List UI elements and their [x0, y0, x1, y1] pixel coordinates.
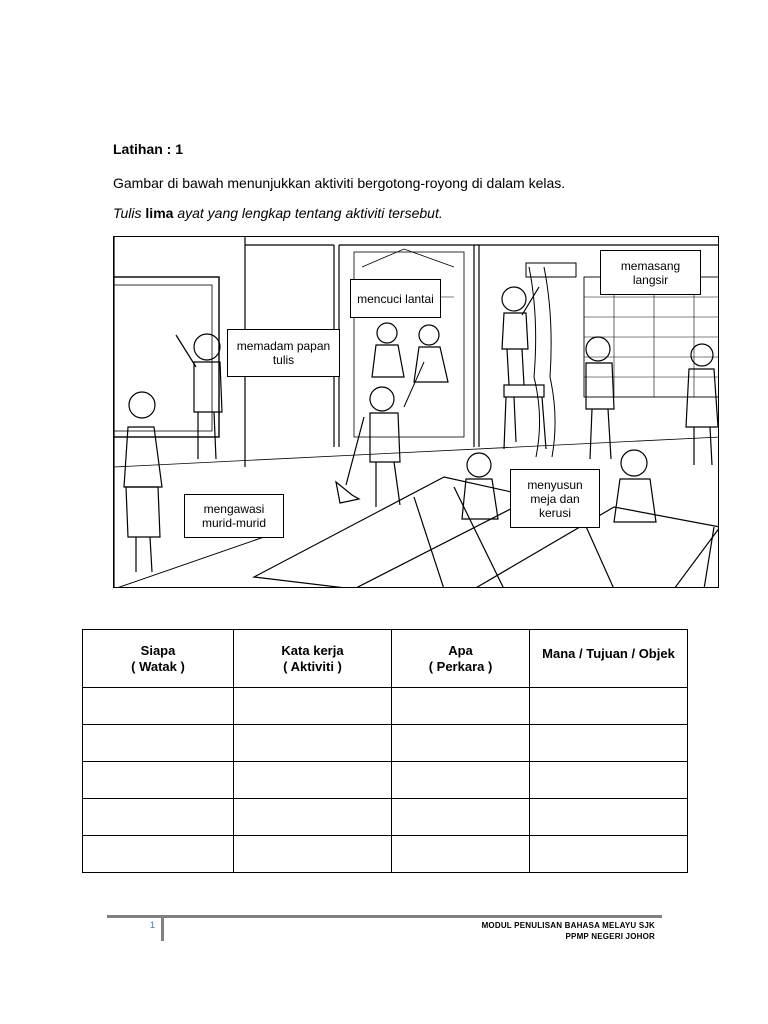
- answer-cell[interactable]: [234, 688, 392, 725]
- answer-cell[interactable]: [392, 688, 530, 725]
- answer-table: [82, 629, 688, 873]
- table-row: [83, 688, 688, 725]
- header-mana-tujuan-objek: [530, 630, 688, 688]
- table-row: [83, 799, 688, 836]
- task-instruction-bold: lima: [145, 205, 174, 221]
- header-apa: [392, 630, 530, 688]
- footer-text: [482, 920, 655, 942]
- label-memasang-langsir: memasang langsir: [600, 250, 701, 295]
- table-row: [83, 762, 688, 799]
- footer-line-2: PPMP NEGERI JOHOR: [565, 932, 655, 941]
- answer-cell[interactable]: [83, 725, 234, 762]
- header-siapa-line1: Siapa: [140, 642, 176, 658]
- answer-cell[interactable]: [392, 799, 530, 836]
- answer-cell[interactable]: [83, 799, 234, 836]
- answer-cell[interactable]: [234, 836, 392, 873]
- footer-line-1: MODUL PENULISAN BAHASA MELAYU SJK: [481, 921, 655, 930]
- table-row: [83, 836, 688, 873]
- answer-cell[interactable]: [83, 762, 234, 799]
- answer-cell[interactable]: [234, 762, 392, 799]
- answer-cell[interactable]: [83, 688, 234, 725]
- header-kata-kerja-line2: ( Aktiviti ): [283, 658, 342, 674]
- answer-cell[interactable]: [234, 799, 392, 836]
- task-instruction-post: ayat yang lengkap tentang aktiviti tersebut.: [173, 205, 443, 221]
- answer-cell[interactable]: [530, 836, 688, 873]
- task-instruction: [113, 205, 443, 221]
- footer-divider: [161, 915, 164, 941]
- header-apa-line1: Apa: [448, 642, 473, 658]
- footer-rule: [107, 915, 662, 918]
- table-header-row: [83, 630, 688, 688]
- page-number: 1: [150, 920, 156, 930]
- header-kata-kerja-line1: Kata kerja: [281, 642, 344, 658]
- label-memadam-papan-tulis: memadam papan tulis: [227, 329, 340, 377]
- answer-cell[interactable]: [83, 836, 234, 873]
- answer-cell[interactable]: [234, 725, 392, 762]
- answer-cell[interactable]: [392, 836, 530, 873]
- answer-cell[interactable]: [530, 762, 688, 799]
- instruction-text: Gambar di bawah menunjukkan aktiviti bergotong-royong di dalam kelas.: [113, 175, 566, 191]
- answer-cell[interactable]: [530, 799, 688, 836]
- exercise-title: Latihan : 1: [113, 141, 184, 157]
- header-mana-line1: Mana / Tujuan / Objek: [542, 646, 675, 661]
- answer-cell[interactable]: [392, 725, 530, 762]
- task-instruction-pre: Tulis: [113, 205, 146, 221]
- classroom-illustration: [113, 236, 719, 588]
- header-apa-line2: ( Perkara ): [428, 658, 493, 674]
- label-mencuci-lantai: mencuci lantai: [350, 279, 441, 318]
- header-siapa: [83, 630, 234, 688]
- answer-cell[interactable]: [530, 688, 688, 725]
- header-kata-kerja: [234, 630, 392, 688]
- answer-cell[interactable]: [392, 762, 530, 799]
- header-siapa-line2: ( Watak ): [131, 658, 185, 674]
- label-mengawasi-murid-murid: mengawasi murid-murid: [184, 494, 284, 538]
- table-row: [83, 725, 688, 762]
- label-menyusun-meja-dan-kerusi: menyusun meja dan kerusi: [510, 469, 600, 528]
- answer-cell[interactable]: [530, 725, 688, 762]
